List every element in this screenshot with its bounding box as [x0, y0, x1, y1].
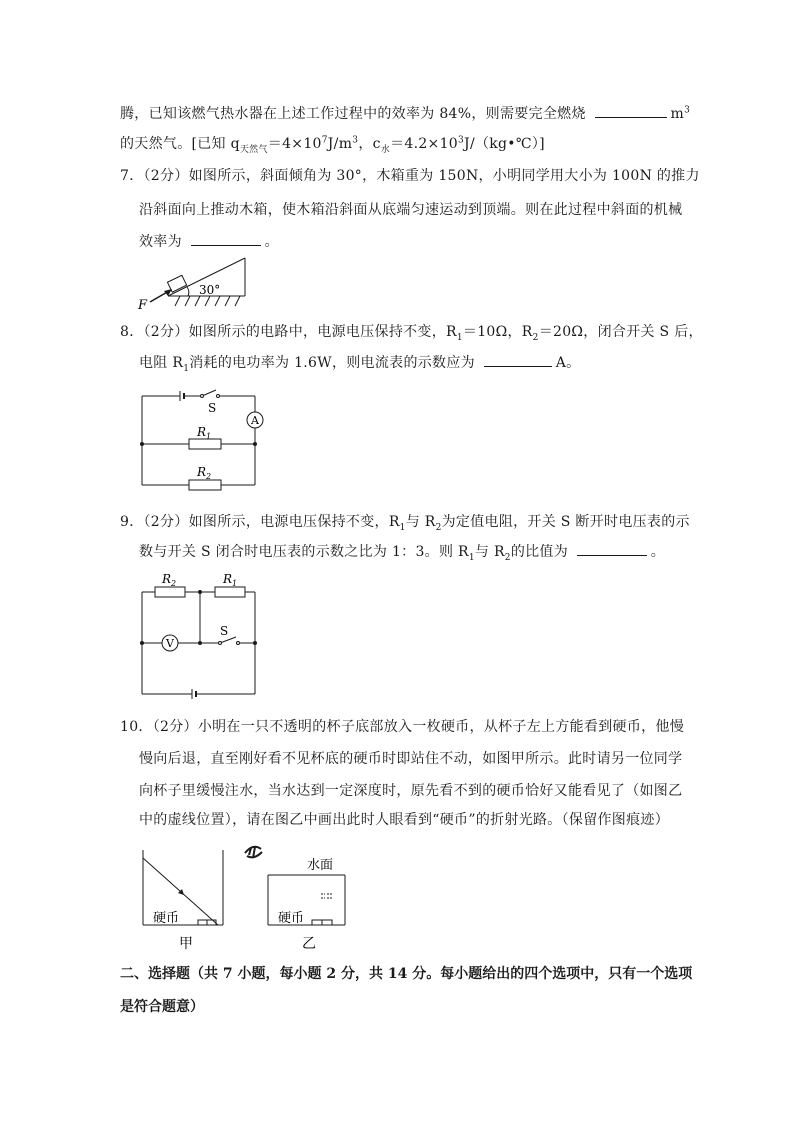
q6-sub-gas: 天然气 — [239, 144, 268, 155]
q7-line3 — [139, 233, 279, 251]
q8-switch-label: S — [208, 401, 217, 415]
q9-sub2: 2 — [435, 522, 442, 533]
q6-line2-c: J/m — [327, 136, 353, 152]
q6-unit-exp: 3 — [684, 105, 691, 116]
q8-r2-label: $R_2$ — [197, 465, 212, 481]
q8-line1-a: 8．（2分）如图所示的电路中，电源电压保持不变，R — [120, 324, 457, 340]
q9-switch-pivot — [219, 642, 222, 645]
q8-sub1: 1 — [456, 332, 463, 343]
q6-line2-f: J/（kg•℃）] — [464, 136, 545, 152]
angle-label: 30° — [199, 283, 221, 297]
q9-line2-c: 的比值为 — [510, 544, 569, 560]
q6-exp1: 7 — [321, 135, 328, 146]
q8-unit: A。 — [555, 355, 581, 371]
q7-line1: 7．（2分）如图所示，斜面倾角为 30°，木箱重为 150N，小明同学用大小为 100N 的推力 — [120, 168, 700, 184]
q9-r2-label: $R_2$ — [162, 572, 177, 588]
q9-junction-top — [198, 590, 202, 594]
q10-figure-a — [140, 845, 230, 955]
switch-contact — [217, 395, 220, 398]
q7-incline-figure — [135, 256, 255, 316]
q9-switch-contact — [237, 642, 240, 645]
section2-title-line2: 是符合题意） — [120, 999, 204, 1015]
eye-icon — [243, 843, 265, 863]
q8-line2 — [139, 354, 580, 372]
q7-line2: 沿斜面向上推动木箱，使木箱沿斜面从底端匀速运动到顶端。则在此过程中斜面的机械 — [139, 202, 683, 218]
ground-hatching — [175, 296, 240, 306]
q9-line1-a: 9．（2分）如图所示，电源电压保持不变，R — [120, 514, 400, 530]
q9-circuit-figure — [142, 572, 272, 690]
force-label: F — [138, 298, 148, 313]
q9-line2 — [139, 543, 665, 561]
q6-line1-text: 腾，已知该燃气热水器在上述工作过程中的效率为 84%，则需要完全燃烧 — [120, 106, 586, 122]
q6-sub-water: 水 — [380, 144, 391, 155]
q6-exp2: 3 — [352, 135, 359, 146]
q9-line2-sub1: 1 — [468, 552, 475, 563]
q6-line2-d: ，c — [358, 136, 381, 152]
junction-right — [253, 442, 257, 446]
q6-unit: m — [670, 106, 685, 122]
q8-line1-c: ＝20Ω，闭合开关 S 后， — [538, 324, 703, 340]
q8-line1-b: ＝10Ω，R — [462, 324, 533, 340]
q9-line1-b: 与 R — [405, 514, 436, 530]
q10-line4: 中的虚线位置），请在图乙中画出此时人眼看到“硬币”的折射光路。（保留作图痕迹） — [139, 812, 670, 828]
q6-answer-blank[interactable] — [595, 105, 667, 118]
q8-r1-label: $R_1$ — [197, 425, 212, 441]
q7-line3-end: 。 — [264, 234, 279, 250]
q7-line3-text: 效率为 — [139, 234, 182, 250]
q6-line2-e: ＝4.2×10 — [390, 136, 458, 152]
q6-line2 — [120, 135, 545, 153]
q9-r1-label: $R_1$ — [223, 572, 238, 588]
q10-figure-b — [265, 845, 355, 955]
q10-line3: 向杯子里缓慢注水，当水达到一定深度时，原先看不到的硬币恰好又能看见了（如图乙 — [139, 783, 683, 799]
q8-line2-b: 消耗的电功率为 1.6W，则电流表的示数应为 — [189, 355, 475, 371]
q10-fig-b-label: 乙 — [302, 936, 316, 952]
q9-line2-end: 。 — [650, 544, 666, 560]
q10-fig-a-label: 甲 — [179, 936, 193, 952]
angle-arc — [187, 287, 189, 296]
resistor-r2 — [189, 480, 221, 490]
q6-line2-a: 的天然气。[已知 q — [120, 136, 240, 152]
q9-line2-a: 数与开关 S 闭合时电压表的示数之比为 1：3。则 R — [139, 544, 469, 560]
q10-water-label: 水面 — [307, 858, 334, 873]
q9-junction-right — [253, 641, 257, 645]
q8-line2-sub: 1 — [183, 363, 190, 374]
q9-line1 — [120, 513, 690, 531]
q8-line1 — [120, 323, 703, 341]
q8-line2-a: 电阻 R — [139, 355, 184, 371]
q10-line1: 10．（2分）小明在一只不透明的杯子底部放入一枚硬币，从杯子左上方能看到硬币，他慢 — [120, 719, 685, 735]
q10-coin-b-label: 硬币 — [278, 911, 305, 926]
q10-line2: 慢向后退，直至刚好看不见杯底的硬币时即站住不动，如图甲所示。此时请另一位同学 — [139, 751, 683, 767]
q6-exp3: 3 — [458, 135, 465, 146]
q8-circuit-figure — [142, 390, 272, 490]
q9-junction-mid — [198, 641, 202, 645]
q9-line2-b: 与 R — [474, 544, 505, 560]
q8-sub2: 2 — [532, 332, 539, 343]
q9-answer-blank[interactable] — [577, 543, 647, 556]
q9-line2-sub2: 2 — [504, 552, 511, 563]
switch-blade — [202, 390, 216, 396]
ammeter-label: A — [251, 414, 259, 427]
q9-line1-c: 为定值电阻，开关 S 断开时电压表的示 — [441, 514, 690, 530]
q6-line2-b: ＝4×10 — [267, 136, 322, 152]
q9-sub1: 1 — [399, 522, 406, 533]
q8-answer-blank[interactable] — [484, 354, 552, 367]
q9-resistor-r1 — [215, 587, 245, 597]
voltmeter-label: V — [166, 637, 174, 650]
q6-line1 — [120, 105, 690, 123]
q10-coin-a-label: 硬币 — [153, 911, 180, 926]
section2-title-line1: 二、选择题（共 7 小题，每小题 2 分，共 14 分。每小题给出的四个选项中，只有一个选项 — [120, 966, 693, 982]
resistor-r1 — [189, 439, 221, 449]
q9-resistor-r2 — [155, 587, 185, 597]
junction-left — [140, 442, 144, 446]
q9-junction-left — [140, 641, 144, 645]
switch-pivot — [201, 395, 204, 398]
q9-switch-label: S — [220, 624, 229, 638]
q7-answer-blank[interactable] — [191, 233, 261, 246]
